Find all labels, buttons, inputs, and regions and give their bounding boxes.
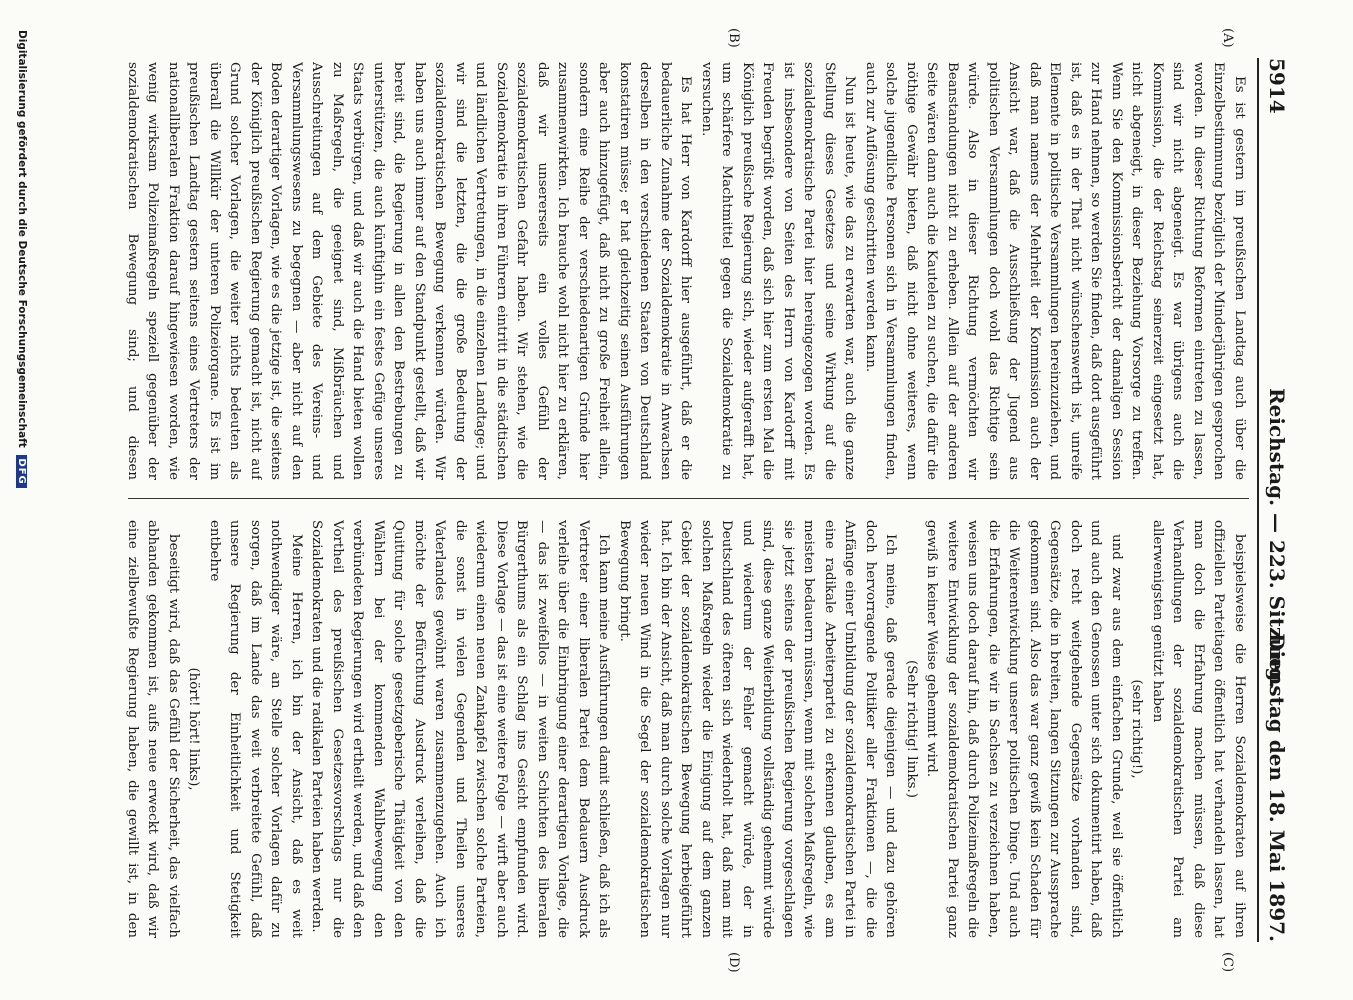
column-divider	[128, 498, 1249, 499]
paragraph: beseitigt wird, daß das Gefühl der Sicherheit, das vielfach abhanden gekommen ist, aufs neue erweckt wird, daß wir eine zielbewußte Regierung haben, die gewillt ist, in den	[125, 520, 181, 938]
interjection: (hört! hört! links),	[186, 667, 202, 791]
margin-mark-c: (C)	[1220, 952, 1235, 973]
paragraph: Ich kann meine Ausführungen damit schließen, daß ich als Vertreter einer liberalen Partei dem Bedauern Ausdruck verleihe über die Einbringung einer derartigen Vorlage, die — das ist zweifellos — in weiten Schichten des liberalen Bürgerthums als ein Schlag ins Gesicht empfunden wird. Diese Vorlage — das ist eine weitere Folge — wirft aber auch wiederum einen neuen Zankapfel zwischen solche Parteien, die sonst in vielen Gegenden und Theilen unseres Vaterlandes gewöhnt waren zusammenzugehen. Auch ich möchte der Befürchtung Ausdruck verleihen, daß die Quittung für solche gesetzgeberische Thätigkeit von den Wählern bei der kommenden Wahlbewegung den verbündeten Regierungen wird ertheilt werden, und daß den Vortheil des preußischen Gesetzesvorschlags nur die Sozialdemokraten und die radikalen Parteien haben werden.	[309, 520, 612, 938]
digitization-note	[16, 30, 28, 488]
interjection: (Sehr richtig! links.)	[904, 660, 919, 798]
margin-mark-b: (B)	[726, 28, 741, 48]
paragraph: und zwar aus dem einfachen Grunde, weil sie öffentlich und auch den Genossen unter sich dokumentirt haben, daß doch recht weitgehende Gegensätze vorhanden sind, Gegensätze, die in breiten, langen Sitzungen zur Aussprache gekommen sind. Also das war ganz gewiß kein Schaden für die Weiterentwicklung unserer politischen Dinge. Und auch die Erfahrungen, die wir in Sachsen zu verzeichnen haben, weisen uns doch darauf hin, daß durch Polizeimaßregeln die weitere Entwicklung der sozialdemokratischen Partei ganz gewiß in keiner Weise gehemmt wird.	[924, 520, 1124, 938]
interjection: (sehr richtig!),	[1129, 679, 1145, 779]
paragraph: Meine Herren, ich bin der Ansicht, daß es weit nothwendiger wäre, an Stelle solcher Vorlagen dafür zu sorgen, daß im Lande das weit verbreitete Gefühl, daß unsere Regierung der Einheitlichkeit und Stetigkeit entbehre	[207, 520, 304, 938]
session-date: Dienstag den 18. Mai 1897.	[1265, 633, 1289, 942]
dfg-logo: DFG	[17, 455, 28, 487]
margin-mark-d: (D)	[726, 952, 741, 973]
session-title: Reichstag. — 223. Sitzung.	[1265, 388, 1289, 689]
digitization-text: Digitalisierung gefördert durch die Deutsche Forschungsgemeinschaft	[16, 30, 28, 448]
page-header	[1257, 58, 1293, 942]
page-number: 5914	[1265, 58, 1289, 114]
right-column	[120, 520, 1249, 938]
paragraph: Es ist gestern im preußischen Landtag auch über die Einzelbestimmung bezüglich der Minderjährigen gesprochen worden. In dieser Richtung Reformen eintreten zu lassen, sind wir nicht abgeneigt. Es war übrigens auch die Kommission, die der Reichstag seinerzeit eingesetzt hat, nicht abgeneigt, in dieser Beziehung Vorsorge zu treffen. Wenn Sie den Kommissionsbericht der damaligen Session zur Hand nehmen, so werden Sie finden, daß dort ausgeführt ist, daß es in der That nicht wünschenswerth ist, unreife Elemente in politische Versammlungen hereinzuziehen, und daß man namens der Mehrheit der Kommission auch der Ansicht war, daß die Ausschließung der Jugend aus politischen Versammlungen doch wohl das Richtige sein würde. Also in dieser Richtung vermöchten wir Beanstandungen nicht zu erheben. Allein auf der anderen Seite wären dann auch die Kautelen zu suchen, die dafür die nöthige Gewähr bieten, daß nicht ohne weiteres, wenn solche jugendliche Personen sich in Versammlungen finden, auch zur Auflösung geschritten werden kann.	[863, 62, 1247, 480]
paragraph: beispielsweise die Herren Sozialdemokraten auf ihren offiziellen Parteitagen öffentlich hat verhandeln lassen, hat man doch die Erfahrung machen müssen, daß diese Verhandlungen der sozialdemokratischen Partei am allerwenigsten genützt haben	[1150, 520, 1247, 938]
paragraph: Ich meine, daß gerade diejenigen — und dazu gehören doch hervorragende Politiker aller Fraktionen —, die die Anfänge einer Umbildung der sozialdemokratischen Partei in eine radikale Arbeiterpartei zu erkennen glauben, es am meisten bedauern müssen, wenn mit solchen Maßregeln, wie sie jetzt seitens der preußischen Regierung vorgeschlagen sind, diese ganze Weiterbildung vollständig gehemmt würde und wiederum der Fehler gemacht würde, der in Deutschland des öfteren sich wiederholt hat, daß man mit solchen Maßregeln wieder die Einigung auf dem ganzen Gebiet der sozialdemokratischen Bewegung herbeigeführt hat. Ich bin der Ansicht, daß man durch solche Vorlagen nur wieder neuen Wind in die Segel der sozialdemokratischen Bewegung bringt.	[617, 520, 899, 938]
paragraph: Nun ist heute, wie das zu erwarten war, auch die ganze Stellung dieses Gesetzes und seine Wirkung auf die sozialdemokratische Partei hier hereingezogen worden. Es ist insbesondere von Seiten des Herrn von Kardorff mit Freuden begrüßt worden, daß sich hier zum ersten Mal die Königlich preußische Regierung sich, wieder aufgerafft hat, um schärfere Machtmittel gegen die Sozialdemokratie zu versuchen.	[699, 62, 858, 480]
margin-mark-a: (A)	[1220, 28, 1235, 48]
paragraph: Es hat Herr von Kardorff hier ausgeführt, daß er die bedauerliche Zunahme der Sozialdemokratie in Anwachsen derselben in den verschiedenen Staaten von Deutschland konstatiren müsse; er hat gleichzeitig seinen Ausführungen aber auch hinzugefügt, daß nicht zu große Freiheit allein, sondern eine Reihe der verschiedenartigen Gründe hier zusammenwirkten. Ich brauche wohl nicht hier zu erklären, daß wir unsererseits ein volles Gefühl der sozialdemokratischen Gefahr haben. Wir stehen, wie die Sozialdemokratie in ihren Führern eintritt in die städtischen und ländlichen Vertretungen, in die einzelnen Landtage; und wir sind die letzten, die die große Bedeutung der sozialdemokratischen Bewegung verkennen würden. Wir haben uns auch immer auf den Standpunkt gestellt, daß wir bereit sind, die Regierung in allen den Bestrebungen zu unterstützen, die auch künftighin ein festes Gefüge unseres Staats verbürgen, und daß wir auch die Hand bieten wollen zu Maßregeln, die geeignet sind, Mißbräuchen und Ausschreitungen auf dem Gebiete des Vereins- und Versammlungswesens zu begegnen — aber nicht auf den Boden derartiger Vorlagen, wie es die jetzige ist, die seitens der Königlich preußischen Regierung gemacht ist, nicht auf Grund solcher Vorlagen, die weiter nichts bedeuten als überall die Willkür der unteren Polizeiorgane. Es ist im preußischen Landtag gestern seitens eines Vertreters der nationalliberalen Fraktion darauf hingewiesen worden, wie wenig wirksam Polizeimaßregeln speziell gegenüber der sozialdemokratischen Bewegung sind; und diesen	[125, 62, 694, 480]
left-column	[120, 62, 1249, 480]
